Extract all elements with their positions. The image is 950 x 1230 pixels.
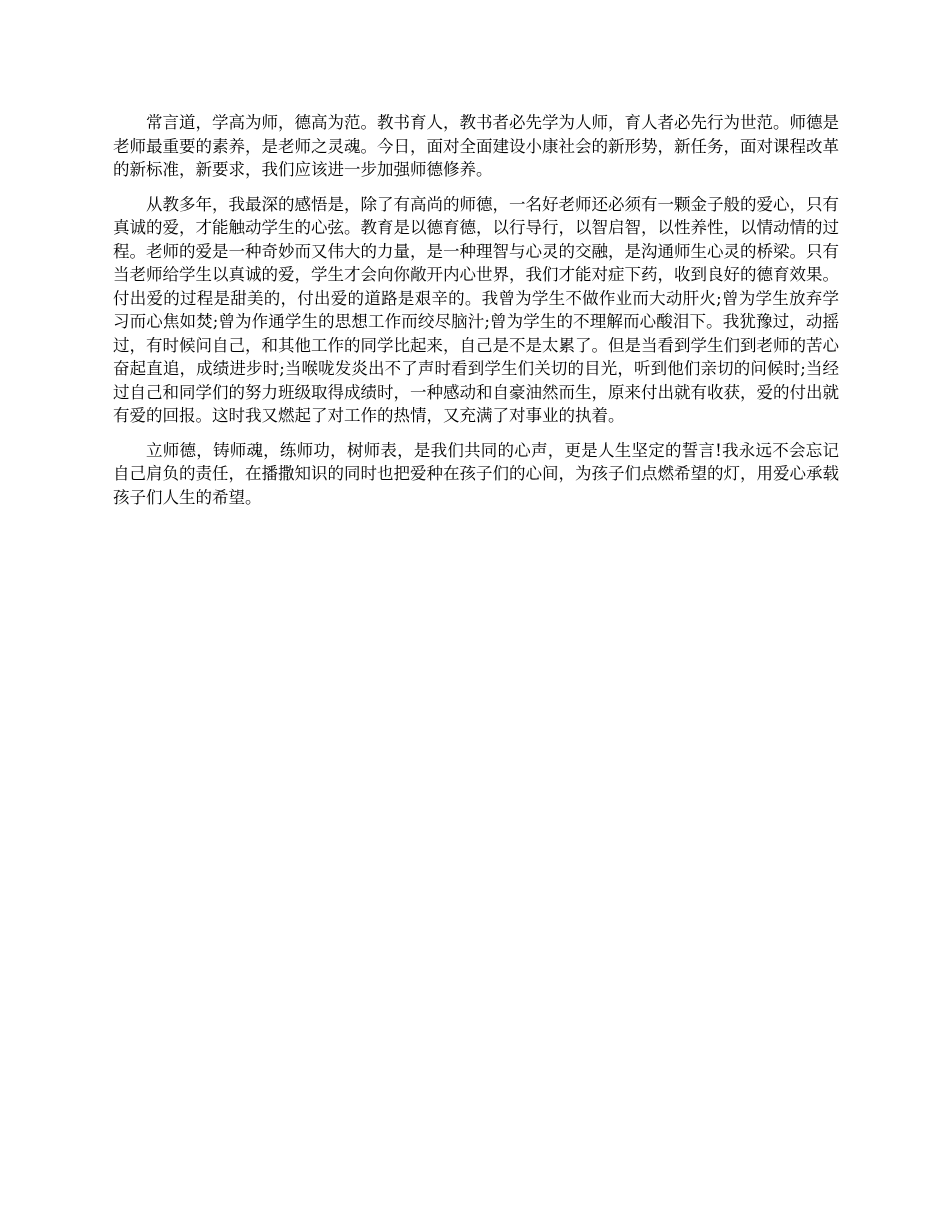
paragraph-3: 立师德，铸师魂，练师功，树师表，是我们共同的心声，更是人生坚定的誓言!我永远不会忘记自己肩负的责任，在播撒知识的同时也把爱种在孩子们的心间，为孩子们点燃希望的灯，用爱心承载孩子们人生的希望。 [113,440,839,507]
document-body [113,111,839,520]
paragraph-2: 从教多年，我最深的感悟是，除了有高尚的师德，一名好老师还必须有一颗金子般的爱心，只有真诚的爱，才能触动学生的心弦。教育是以德育德，以行导行，以智启智，以性养性，以情动情的过程。老师的爱是一种奇妙而又伟大的力量，是一种理智与心灵的交融，是沟通师生心灵的桥梁。只有当老师给学生以真诚的爱，学生才会向你敞开内心世界，我们才能对症下药，收到良好的德育效果。付出爱的过程是甜美的，付出爱的道路是艰辛的。我曾为学生不做作业而大动肝火;曾为学生放弃学习而心焦如焚;曾为作通学生的思想工作而绞尽脑汁;曾为学生的不理解而心酸泪下。我犹豫过，动摇过，有时候问自己，和其他工作的同学比起来，自己是不是太累了。但是当看到学生们到老师的苦心奋起直追，成绩进步时;当喉咙发炎出不了声时看到学生们关切的目光，听到他们亲切的问候时;当经过自己和同学们的努力班级取得成绩时，一种感动和自豪油然而生，原来付出就有收获，爱的付出就有爱的回报。这时我又燃起了对工作的热情，又充满了对事业的执着。 [113,194,839,425]
paragraph-1: 常言道，学高为师，德高为范。教书育人，教书者必先学为人师，育人者必先行为世范。师德是老师最重要的素养，是老师之灵魂。今日，面对全面建设小康社会的新形势，新任务，面对课程改革的新标准，新要求，我们应该进一步加强师德修养。 [113,113,839,179]
